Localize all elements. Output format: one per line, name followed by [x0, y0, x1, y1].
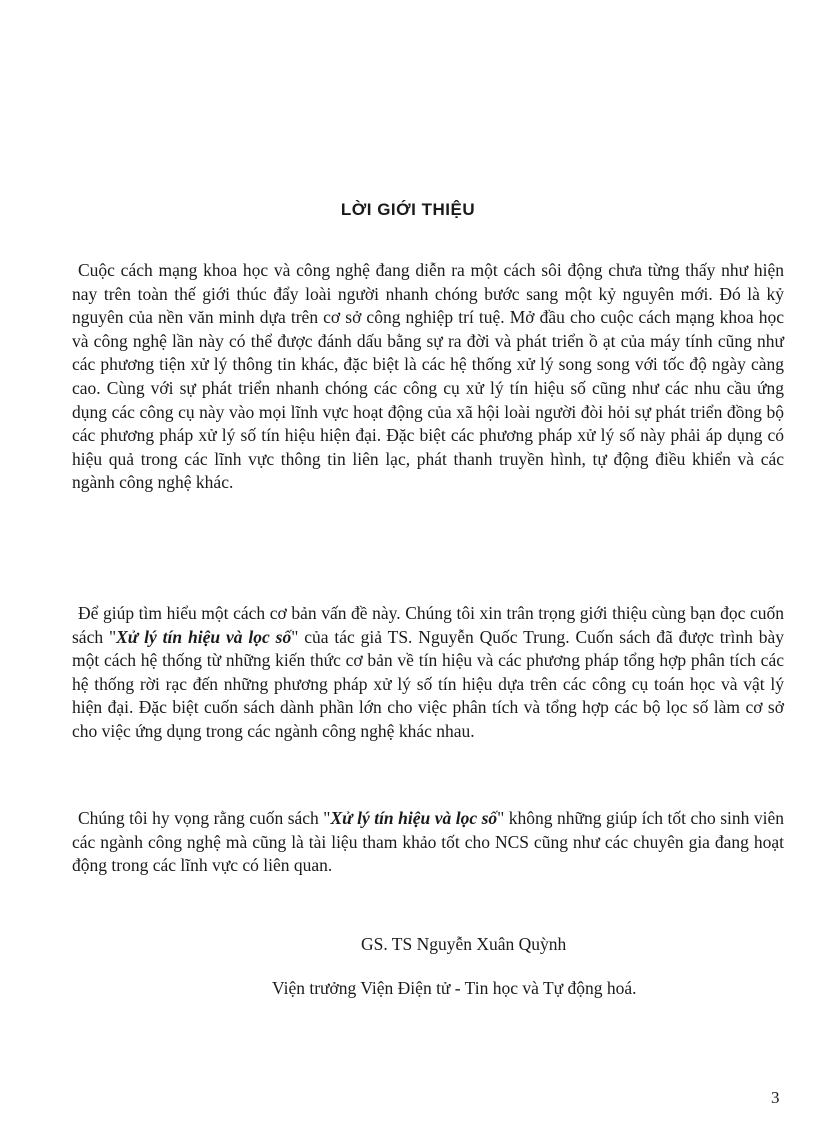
paragraph-1-text: Cuộc cách mạng khoa học và công nghệ đang diễn ra một cách sôi động chưa từng thấy như hiện nay trên toàn thế giới thúc đẩy loài người nhanh chóng bước sang một kỷ nguyên mới. Đó là kỷ nguyên của nền văn minh dựa trên cơ sở công nghiệp trí tuệ. Mở đầu cho cuộc cách mạng khoa học và công nghệ lần này có thể được đánh dấu bằng sự ra đời và phát triển ồ ạt của máy tính cũng như các phương tiện xử lý thông tin khác, đặc biệt là các hệ thống xử lý song song với tốc độ ngày càng cao. Cùng với sự phát triển nhanh chóng các công cụ xử lý tín hiệu số cũng như các nhu cầu ứng dụng các công cụ này vào mọi lĩnh vực hoạt động của xã hội loài người đòi hỏi sự phát triển đồng bộ các phương pháp xử lý số tín hiệu hiện đại. Đặc biệt các phương pháp xử lý số này phải áp dụng có hiệu quả trong các lĩnh vực thông tin liên lạc, phát thanh truyền hình, tự động điều khiển và các ngành công nghệ khác. — [72, 260, 784, 493]
paragraph-3-intro: Chúng tôi hy vọng rằng cuốn sách " — [78, 808, 331, 828]
paragraph-2-intro: Để giúp tìm hiểu một cách cơ bản vấn đề này. Chúng tôi xin trân trọng giới thiệu cùng bạn đọc cuốn sách " — [72, 603, 784, 647]
page-title: LỜI GIỚI THIỆU — [340, 200, 476, 219]
paragraph-3-text — [72, 807, 784, 878]
paragraph-2 — [72, 602, 784, 744]
book-title-emphasis: Xử lý tín hiệu và lọc số — [116, 626, 292, 647]
paragraph-2-rest: " của tác giả TS. Nguyễn Quốc Trung. Cuốn sách đã được trình bày một cách hệ thống từ những kiến thức cơ bản về tín hiệu và các phương pháp tổng hợp phân tích các hệ thống rời rạc đến những phương pháp xử lý số tín hiệu dựa trên các công cụ toán học và vật lý hiện đại. Đặc biệt cuốn sách dành phần lớn cho việc phân tích và tổng hợp các bộ lọc số làm cơ sở cho việc ứng dụng trong các ngành công nghệ khác nhau. — [72, 626, 784, 741]
signature-position: Viện trưởng Viện Điện tử - Tin học và Tự động hoá. — [272, 978, 637, 998]
paragraph-2-text — [72, 602, 784, 744]
paragraph-3 — [72, 807, 784, 878]
paragraph-1 — [72, 259, 784, 495]
paragraph-3-rest: " không những giúp ích tốt cho sinh viên các ngành công nghệ mà cũng là tài liệu tham khảo tốt cho NCS cũng như các chuyên gia đang hoạt động trong các lĩnh vực có liên quan. — [72, 808, 785, 876]
signature-name: GS. TS Nguyễn Xuân Quỳnh — [361, 934, 567, 954]
page-number: 3 — [771, 1088, 780, 1107]
book-title-emphasis: Xử lý tín hiệu và lọc số — [330, 808, 498, 828]
